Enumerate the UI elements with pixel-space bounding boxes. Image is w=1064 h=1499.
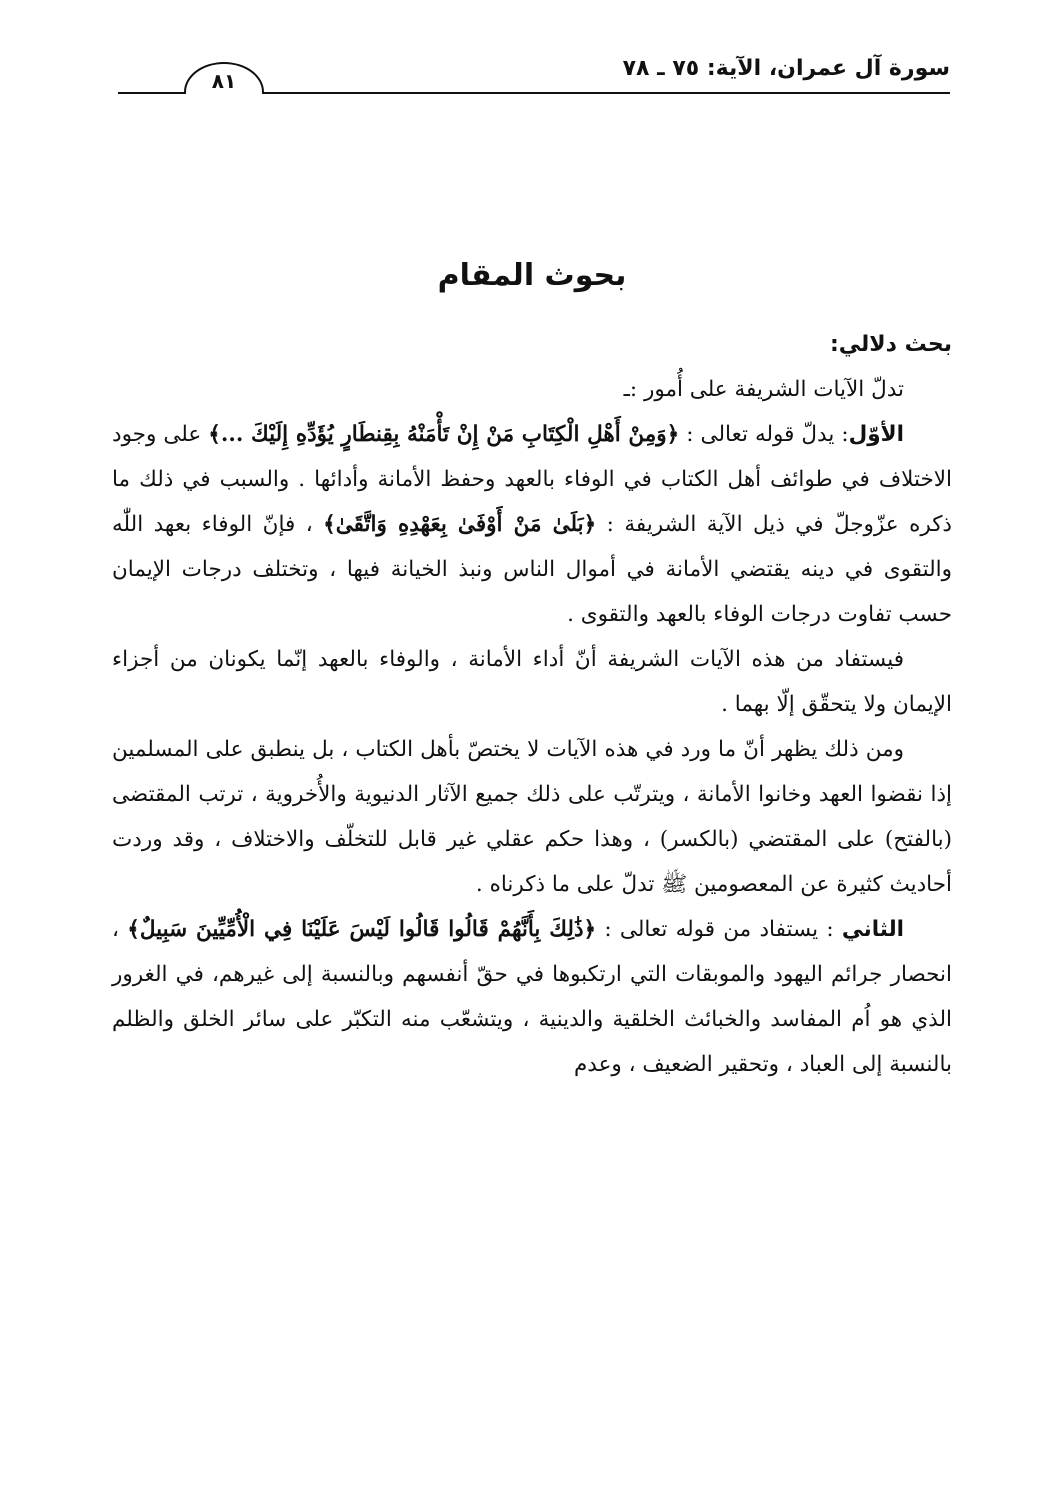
body-text: [112, 322, 952, 1087]
second-point-text-b: ، انحصار جرائم اليهود والموبقات التي ارتكبوها في حقّ أنفسهم وبالنسبة إلى غيرهم، في الغرور الذي هو اُم المفاسد والخبائث الخلقية والدينية ، ويتشعّب منه التكبّر على سائر الخلق والظلم بالنسبة إلى العباد ، وتحقير الضعيف ، وعدم: [112, 917, 952, 1077]
first-point-text-c: ، فإنّ الوفاء بعهد اللّٰه والتقوى في دينه يقتضي الأمانة في أموال الناس ونبذ الخيانة فيها ، وتختلف درجات الإيمان حسب تفاوت درجات الوفاء بالعهد والتقوى .: [112, 512, 952, 627]
intro-paragraph: تدلّ الآيات الشريفة على أُمور :ـ: [623, 377, 904, 402]
second-point-paragraph: [112, 907, 952, 1087]
second-point-lead: الثاني: [841, 917, 905, 942]
quran-quote-2: ﴿بَلَىٰ مَنْ أَوْفَىٰ بِعَهْدِهِ وَاتَّقَىٰ﴾: [323, 512, 597, 537]
section-heading: بحوث المقام: [437, 258, 627, 293]
subheading: بحث دلالي:: [829, 332, 952, 357]
first-point-lead: الأوّل: [848, 422, 905, 447]
paragraph-2: فيستفاد من هذه الآيات الشريفة أنّ أداء الأمانة ، والوفاء بالعهد إنّما يكونان من أجزاء الإيمان ولا يتحقّق إلّا بهما .: [112, 647, 952, 717]
running-header: [118, 52, 950, 98]
quran-quote-1: ﴿وَمِنْ أَهْلِ الْكِتَابِ مَنْ إِنْ تَأْمَنْهُ بِقِنطَارٍ يُؤَدِّهِ إِلَيْكَ ...﴾: [208, 422, 680, 447]
quran-quote-3: ﴿ذَٰلِكَ بِأَنَّهُمْ قَالُوا قَالُوا لَيْسَ عَلَيْنَا فِي الْأُمِّيِّينَ سَبِيلٌ﴾: [127, 917, 597, 942]
page-number: ٨١: [184, 62, 264, 94]
paragraph-3: ومن ذلك يظهر أنّ ما ورد في هذه الآيات لا يختصّ بأهل الكتاب ، بل ينطبق على المسلمين إذا نقضوا العهد وخانوا الأمانة ، ويترتّب على ذلك جميع الآثار الدنيوية والأُخروية ، ترتب المقتضى (بالفتح) على المقتضي (بالكسر) ، وهذا حكم عقلي غير قابل للتخلّف والاختلاف ، وقد وردت أحاديث كثيرة عن المعصومين ﷺ تدلّ على ما ذكرناه .: [112, 737, 953, 897]
second-point-text-a: : يستفاد من قوله تعالى :: [596, 917, 842, 942]
header-title: سورة آل عمران، الآية: ٧٥ ـ ٧٨: [622, 56, 950, 81]
first-point-paragraph: [112, 412, 952, 637]
first-point-text-a: : يدلّ قوله تعالى :: [679, 422, 849, 447]
first-point-text-b: على وجود الاختلاف في طوائف أهل الكتاب في الوفاء بالعهد وحفظ الأمانة وأدائها . والسبب في ذلك ما ذكره عزّوجلّ في ذيل الآية الشريفة :: [112, 422, 953, 537]
